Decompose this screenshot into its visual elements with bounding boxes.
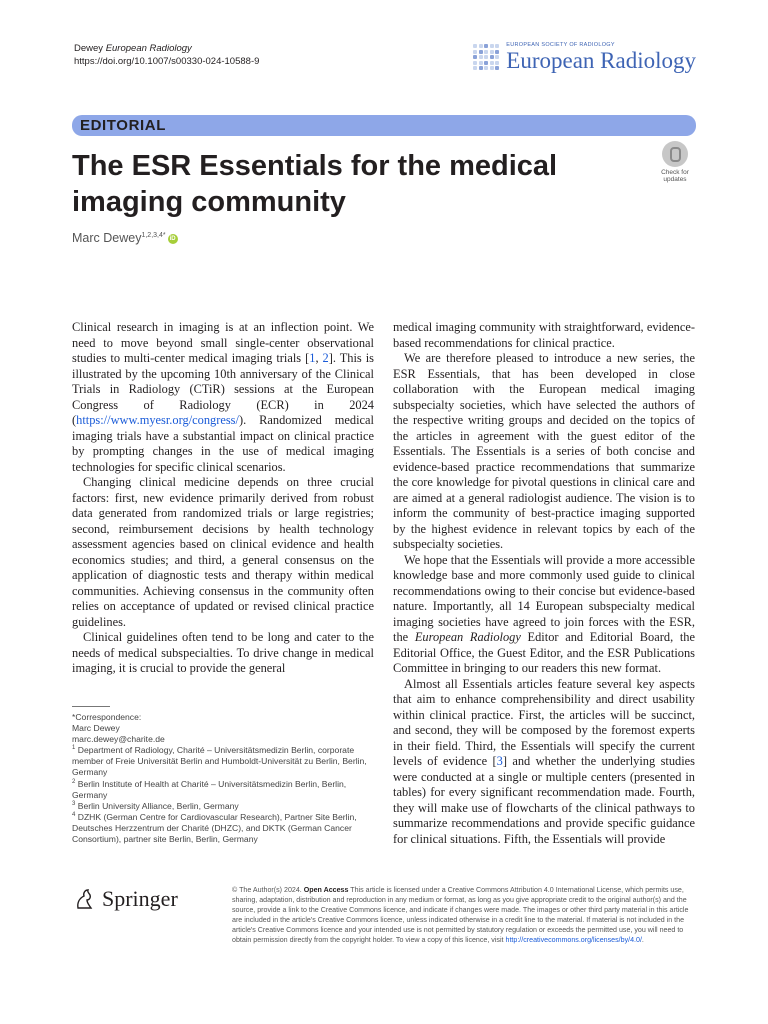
article-type-banner xyxy=(72,115,696,136)
affiliation: $^2$ Berlin Institute of Health at Charité – Universitätsmedizin Berlin, Berlin, Germany xyxy=(72,778,347,800)
license-url-link[interactable]: http://creativecommons.org/licenses/by/4.0/ xyxy=(505,935,642,944)
paragraph: We hope that the Essentials will provide a more accessible knowledge base and more commonly used guide to clinical recommendations owing to their concise but evidence-based nature. Importantly, all 14 European subspecialty medical imaging societies have agreed to join forces with the ESR, the European Radiology Editor and Editorial Board, the Editorial Office, the Guest Editor, and the ESR Publications Committee in bringing to our readers this new format. xyxy=(393,552,695,675)
header-journal: European Radiology xyxy=(105,43,192,54)
citation-link[interactable]: 1 xyxy=(309,351,316,365)
correspondence-name: Marc Dewey xyxy=(72,723,120,734)
footnote-divider xyxy=(72,706,110,707)
body-column-left xyxy=(72,320,374,677)
license-notice: © The Author(s) 2024. Open Access This article is licensed under a Creative Commons Attribution 4.0 International License, which permits use, sharing, adaptation, distribution and reproduction in any medium or format, as long as you give appropriate credit to the original author(s) and the source, provide a link to the Creative Commons licence, and indicate if changes were made. The images or other third party material in this article are included in the article's Creative Commons licence, unless indicated otherwise in a credit line to the material. If material is not included in the article's Creative Commons licence and your intended use is not permitted by statutory regulation or exceeds the permitted use, you will need to obtain permission directly from the copyright holder. To view a copy of this licence, visit http://creativecommons.org/licenses/by/4.0/. xyxy=(232,886,689,944)
journal-name-italic: European Radiology xyxy=(414,630,521,644)
correspondence-label: *Correspondence: xyxy=(72,712,142,722)
author-line xyxy=(72,231,178,245)
paragraph: Changing clinical medicine depends on three crucial factors: first, new evidence primarily derived from robust data generated from randomized trials or large registries; second, reimbursement decisions by health technology assessment agencies based on clinical evidence and health economics studies; and third, a general consensus on the application of diagnostic tests and therapy within medical communities. Achieving consensus in the community often relies on acceptance of updated or revised clinical practice guidelines. xyxy=(72,475,374,629)
logo-journal: European Radiology xyxy=(506,48,696,73)
publisher-name: Springer xyxy=(102,886,178,911)
doi-link[interactable]: https://doi.org/10.1007/s00330-024-10588-9 xyxy=(74,56,260,67)
logo-society: EUROPEAN SOCIETY OF RADIOLOGY xyxy=(506,42,615,48)
publisher-logo[interactable] xyxy=(72,886,178,912)
correspondence-email[interactable]: marc.dewey@charite.de xyxy=(72,734,165,745)
citation-link[interactable]: 3 xyxy=(496,754,503,768)
footnotes xyxy=(72,712,372,845)
citation-link[interactable]: 2 xyxy=(322,351,329,365)
paragraph: We are therefore pleased to introduce a new series, the ESR Essentials, that has been developed in close collaboration with the European medical imaging subspecialty societies, which have selected the authors of the respective writing groups and decided on the topics of the articles in agreement with the guest editor of the Essentials. The Essentials is a series of both concise and evidence-based practice recommendations that summarize the core knowledge for pivotal questions in clinical care and are aimed at a general radiologist audience. The vision is to inform the community of best-practice imaging supported by the highest evidence in relevant topics by each of the subspecialty societies. xyxy=(393,351,695,551)
body-column-right xyxy=(393,320,695,847)
bookmark-icon xyxy=(662,141,688,167)
updates-label: Check for updates xyxy=(661,169,689,183)
paragraph: Almost all Essentials articles feature several key aspects that aim to enhance comprehensibility and direct usability within clinical practice. First, the articles will be succinct, and second, they will be composed by the foremost experts in their field. Third, the Essentials will specify the current levels of evidence [3] and whether the underlying studies were conducted at a single or multiple centers (presented in tables) for every significant recommendation made. Fourth, they will make use of flowcharts of the clinical pathways to summarize recommendations and provide specific guidance for clinical situations. Fifth, the Essentials will provide xyxy=(393,676,696,846)
open-access-label: Open Access xyxy=(303,886,349,894)
article-type-label: EDITORIAL xyxy=(80,117,166,134)
paragraph: Clinical guidelines often tend to be long and cater to the needs of medical subspecialties. To drive change in medical imaging, it is crucial to provide the general xyxy=(72,630,374,675)
running-header-citation xyxy=(74,42,259,55)
esr-grid-icon xyxy=(473,44,499,70)
affiliation: $^1$ Department of Radiology, Charité – Universitätsmedizin Berlin, corporate member of Freie Universität Berlin and Humboldt-Universität zu Berlin, Berlin, Germany xyxy=(72,745,367,778)
author-affiliations: 1,2,3,4* xyxy=(141,231,166,239)
congress-url-link[interactable]: https://www.myesr.org/congress/ xyxy=(76,413,239,427)
affiliation: $^4$ DZHK (German Centre for Cardiovascular Research), Partner Site Berlin, Deutsches Herzzentrum der Charité (DHZC), and DKTK (German Cancer Consortium), partner site Berlin, Berlin, Germany xyxy=(72,811,357,845)
running-header xyxy=(74,42,259,68)
orcid-icon[interactable]: iD xyxy=(169,235,176,242)
paragraph: medical imaging community with straightforward, evidence-based recommendations for clinical practice. xyxy=(393,320,695,350)
springer-horse-icon xyxy=(72,887,96,911)
article-title: The ESR Essentials for the medical imaging community xyxy=(72,150,558,218)
author-name[interactable]: Marc Dewey xyxy=(72,231,142,245)
check-for-updates-badge[interactable] xyxy=(655,141,695,183)
paragraph: Clinical research in imaging is at an inflection point. We need to move beyond small single-center observational studies to multi-center medical imaging trials [1, 2]. This is illustrated by the upcoming 10th anniversary of the Clinical Trials in Radiology (CTiR) sessions at the European Congress of Radiology (ECR) in 2024 (https://www.myesr.org/congress/). Randomized medical imaging trials have a substantial impact on clinical practice by prompting changes in the use of medical imaging technologies for specific clinical scenarios. xyxy=(72,320,374,474)
header-author: Dewey xyxy=(74,43,104,54)
affiliation: $^3$ Berlin University Alliance, Berlin, Germany xyxy=(72,800,239,811)
journal-logo[interactable] xyxy=(473,42,696,73)
